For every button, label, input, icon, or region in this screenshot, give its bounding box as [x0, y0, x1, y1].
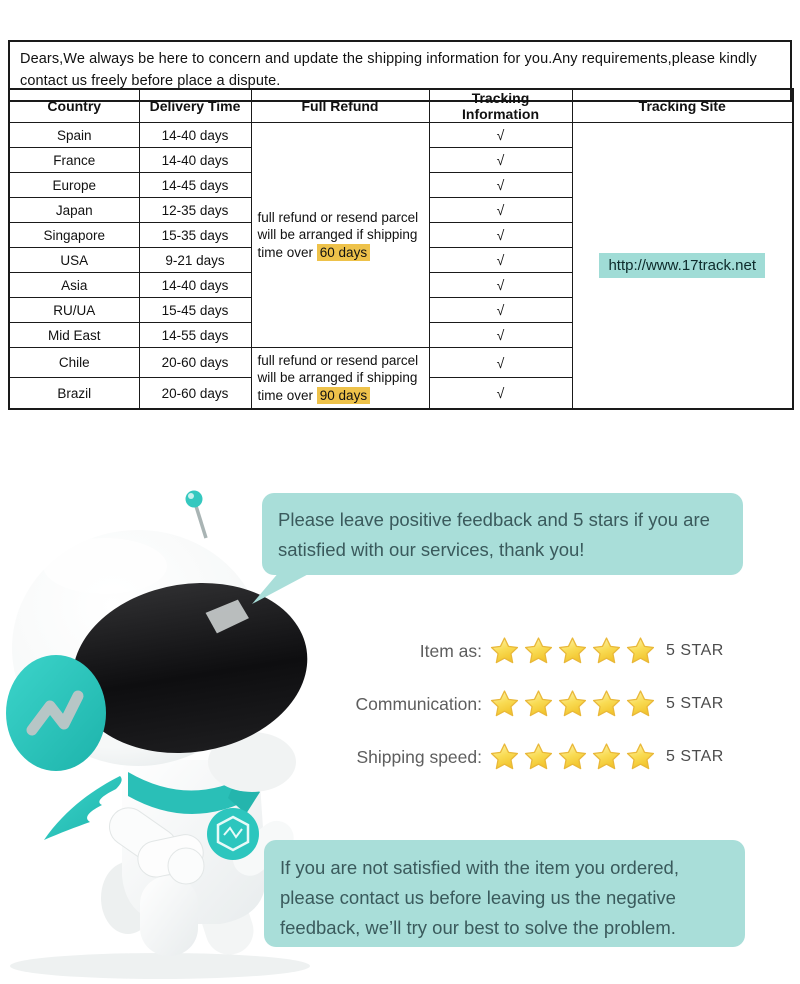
delivery-cell: 14-40 days: [139, 123, 251, 148]
tracking-site-cell: [572, 123, 793, 409]
tracking-check: √: [429, 148, 572, 173]
star-icon: [523, 742, 554, 773]
robot-fist: [168, 848, 204, 884]
robot-shadow: [10, 953, 310, 979]
tracking-check: √: [429, 248, 572, 273]
table-header-row: [9, 89, 793, 123]
shipping-table: [8, 88, 794, 410]
country-cell: France: [9, 148, 139, 173]
tracking-check: √: [429, 173, 572, 198]
tracking-check: √: [429, 223, 572, 248]
country-cell: USA: [9, 248, 139, 273]
feedback-request-bubble: [262, 493, 743, 575]
dispute-notice-text: If you are not satisfied with the item you ordered, please contact us before leaving us the negative feedback, we’ll try our best to solve the problem.: [280, 857, 679, 938]
delivery-cell: 14-55 days: [139, 323, 251, 348]
refund-highlight: 90 days: [317, 387, 370, 404]
tracking-check: √: [429, 323, 572, 348]
delivery-cell: 15-35 days: [139, 223, 251, 248]
star-icon: [523, 689, 554, 720]
rating-label: Shipping speed:: [356, 746, 482, 767]
country-cell: RU/UA: [9, 298, 139, 323]
country-cell: Asia: [9, 273, 139, 298]
robot-front-foot: [140, 876, 198, 956]
country-cell: Chile: [9, 348, 139, 378]
star-icon: [625, 636, 656, 667]
country-cell: Spain: [9, 123, 139, 148]
star-rating: [489, 636, 656, 667]
delivery-cell: 12-35 days: [139, 198, 251, 223]
star-icon: [557, 742, 588, 773]
header-tracking-site: Tracking Site: [572, 89, 793, 123]
star-icon: [625, 742, 656, 773]
star-icon: [557, 689, 588, 720]
star-icon: [591, 742, 622, 773]
table-row: [9, 123, 793, 148]
header-delivery-time: Delivery Time: [139, 89, 251, 123]
tracking-site-link[interactable]: http://www.17track.net: [599, 253, 765, 278]
rating-value: 5 STAR: [666, 748, 724, 765]
tracking-check: √: [429, 348, 572, 378]
star-icon: [557, 636, 588, 667]
refund-cell-90: [251, 348, 429, 409]
header-tracking-information: Tracking Information: [429, 89, 572, 123]
delivery-cell: 14-45 days: [139, 173, 251, 198]
ratings-section: [336, 634, 736, 793]
delivery-cell: 15-45 days: [139, 298, 251, 323]
header-country: Country: [9, 89, 139, 123]
robot-head-highlight: [43, 538, 167, 594]
tracking-check: √: [429, 123, 572, 148]
country-cell: Singapore: [9, 223, 139, 248]
tracking-check: √: [429, 273, 572, 298]
rating-row-item-as: [336, 634, 736, 668]
tracking-check: √: [429, 198, 572, 223]
rating-row-communication: [336, 687, 736, 721]
robot-antenna-ball: [186, 491, 203, 508]
star-icon: [489, 742, 520, 773]
country-cell: Mid East: [9, 323, 139, 348]
rating-value: 5 STAR: [666, 642, 724, 659]
dispute-notice-bubble: [264, 840, 745, 947]
tracking-check: √: [429, 378, 572, 409]
star-rating: [489, 689, 656, 720]
delivery-cell: 14-40 days: [139, 273, 251, 298]
rating-label: Communication:: [355, 693, 482, 714]
delivery-cell: 20-60 days: [139, 348, 251, 378]
refund-highlight: 60 days: [317, 244, 370, 261]
star-icon: [489, 636, 520, 667]
robot-antenna-ball-shine: [188, 493, 194, 499]
refund-text: full refund or resend parcel will be arranged if shipping time over: [257, 353, 419, 403]
delivery-cell: 20-60 days: [139, 378, 251, 409]
star-icon: [523, 636, 554, 667]
rating-label: Item as:: [419, 640, 482, 661]
refund-text: full refund or resend parcel will be arranged if shipping time over: [257, 210, 419, 260]
star-icon: [591, 689, 622, 720]
refund-cell-60: [251, 123, 429, 348]
country-cell: Brazil: [9, 378, 139, 409]
star-icon: [625, 689, 656, 720]
rating-value: 5 STAR: [666, 695, 724, 712]
tracking-check: √: [429, 298, 572, 323]
country-cell: Europe: [9, 173, 139, 198]
star-icon: [591, 636, 622, 667]
delivery-cell: 14-40 days: [139, 148, 251, 173]
feedback-request-text: Please leave positive feedback and 5 stars if you are satisfied with our services, thank you!: [278, 509, 710, 560]
header-full-refund: Full Refund: [251, 89, 429, 123]
country-cell: Japan: [9, 198, 139, 223]
robot-antenna-stem: [196, 506, 206, 538]
delivery-cell: 9-21 days: [139, 248, 251, 273]
notice-text: Dears,We always be here to concern and update the shipping information for you.Any requirements,please kindly contact us freely before place a dispute.: [20, 51, 757, 90]
star-icon: [489, 689, 520, 720]
rating-row-shipping-speed: [336, 740, 736, 774]
star-rating: [489, 742, 656, 773]
